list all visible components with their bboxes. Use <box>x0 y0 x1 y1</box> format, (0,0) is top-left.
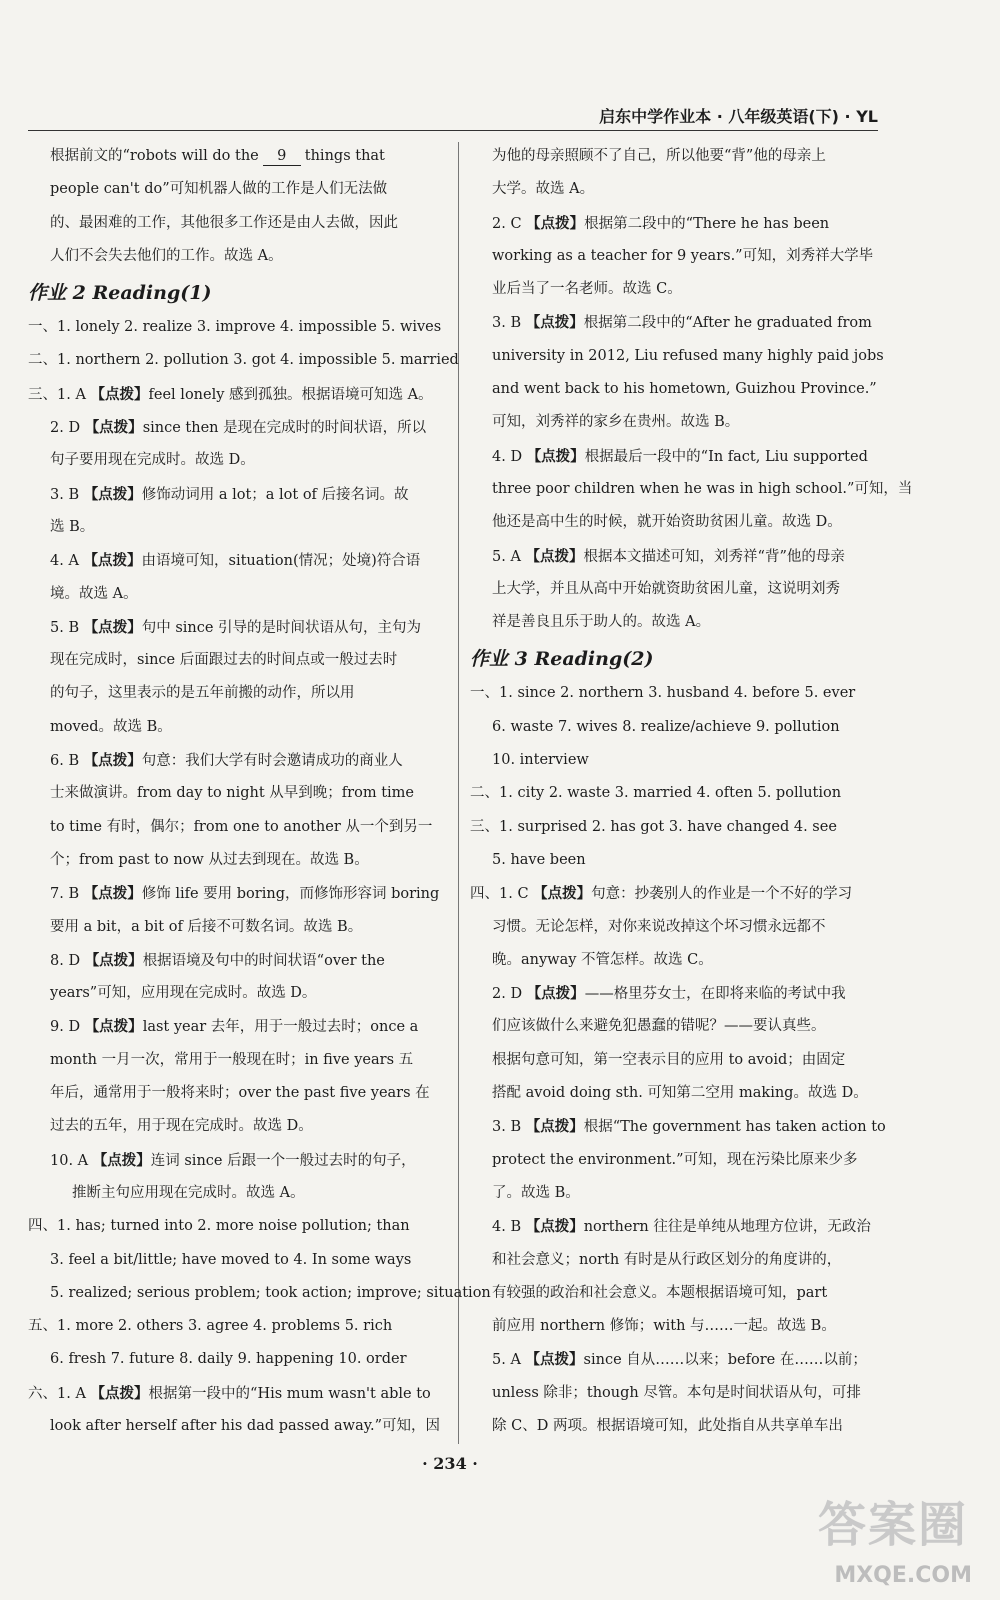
line-text: 要用 a bit，a bit of 后接不可数名词。故选 B。 <box>50 918 363 935</box>
line-text: 5. realized; serious problem; took action; improve; situation <box>50 1284 491 1301</box>
line-text: 6. fresh 7. future 8. daily 9. happening 10. order <box>50 1351 407 1368</box>
text-line <box>28 173 443 206</box>
text-line <box>470 811 878 844</box>
line-text: 过去的五年，用于现在完成时。故选 D。 <box>50 1118 313 1135</box>
text-line <box>470 1110 886 1143</box>
line-text: 选 B。 <box>50 518 95 535</box>
line-text: 三、1. A <box>28 386 91 403</box>
text-line <box>28 944 443 977</box>
text-line <box>470 306 878 339</box>
line-text: 5. B <box>50 619 84 636</box>
line-text: 3. B <box>50 486 84 503</box>
line-text: 3. B <box>492 315 526 332</box>
line-text: 祥是善良且乐于助人的。故选 A。 <box>492 614 711 631</box>
text-line <box>28 578 443 611</box>
line-text: 前应用 northern 修饰；with 与……一起。故选 B。 <box>492 1318 836 1335</box>
line-text: 个；from past to now 从过去到现在。故选 B。 <box>50 851 369 868</box>
text-line <box>470 677 878 710</box>
text-line <box>28 1310 443 1343</box>
hint-tag: 【点拨】 <box>84 419 143 437</box>
text-line <box>28 411 443 444</box>
line-text: university in 2012, Liu refused many highly paid jobs <box>492 347 884 364</box>
line-text-after: northern 往往是单纯从地理方位讲，无政治 <box>583 1219 871 1236</box>
line-text: 士来做演讲。from day to night 从早到晚；from time <box>50 785 414 802</box>
text-line <box>28 1377 443 1410</box>
line-text: 4. B <box>492 1219 526 1236</box>
line-text: 5. A <box>492 1352 526 1369</box>
text-line <box>470 911 878 944</box>
hint-tag: 【点拨】 <box>83 752 142 770</box>
left-column <box>28 140 491 1443</box>
text-line <box>28 140 443 173</box>
answer-blank: 9 <box>263 147 301 166</box>
text-line <box>28 1144 443 1177</box>
text-line <box>28 677 443 710</box>
hint-tag: 【点拨】 <box>525 314 584 332</box>
line-text: 二、1. northern 2. pollution 3. got 4. impossible 5. married <box>28 352 459 369</box>
text-line <box>28 511 443 544</box>
text-line <box>28 977 443 1010</box>
line-text-after: 根据本文描述可知，刘秀祥“背”他的母亲 <box>583 548 845 565</box>
line-text-after: ——格里芬女士，在即将来临的考试中我 <box>584 986 846 1003</box>
watermark <box>812 1492 972 1588</box>
line-text-after: 根据“The government has taken action to <box>583 1119 886 1136</box>
text-line <box>470 1244 878 1277</box>
line-text: 有较强的政治和社会意义。本题根据语境可知，part <box>492 1284 828 1301</box>
text-line <box>470 1410 878 1443</box>
line-text: 2. D <box>50 420 85 437</box>
line-text-after: 由语境可知，situation(情况；处境)符合语 <box>141 553 421 570</box>
line-text: 9. D <box>50 1019 85 1036</box>
line-text: 4. A <box>50 553 84 570</box>
text-line <box>28 844 443 877</box>
line-text: people can't do”可知机器人做的工作是人们无法做 <box>50 181 388 198</box>
text-line <box>470 573 878 606</box>
line-text-after: 修饰动词用 a lot；a lot of 后接名词。故 <box>141 486 409 503</box>
line-text: 的、最困难的工作，其他很多工作还是由人去做，因此 <box>50 214 398 231</box>
line-text: 6. waste 7. wives 8. realize/achieve 9. pollution <box>492 718 840 735</box>
line-text: to time 有时，偶尔；from one to another 从一个到另一 <box>50 818 433 835</box>
text-line <box>28 611 443 644</box>
line-text-after: 根据第一段中的“His mum wasn't able to <box>148 1385 431 1402</box>
text-line <box>470 1044 878 1077</box>
line-text: 5. have been <box>492 851 586 868</box>
line-text: 年后，通常用于一般将来时；over the past five years 在 <box>50 1085 430 1102</box>
text-line <box>28 644 443 677</box>
text-line <box>28 877 443 910</box>
text-line <box>470 711 878 744</box>
line-text: 四、1. C <box>470 886 534 903</box>
text-line <box>470 1177 878 1210</box>
hint-tag: 【点拨】 <box>92 1151 151 1169</box>
text-line <box>470 944 878 977</box>
line-text-after: last year 去年，用于一般过去时；once a <box>142 1019 419 1036</box>
line-text: 2. D <box>492 986 527 1003</box>
line-text: 一、1. since 2. northern 3. husband 4. before 5. ever <box>470 685 856 702</box>
line-text: 2. C <box>492 215 527 232</box>
text-line <box>470 1277 878 1310</box>
text-line <box>470 473 913 506</box>
text-line <box>470 240 878 273</box>
text-line <box>28 1110 443 1143</box>
text-line <box>470 844 878 877</box>
text-line <box>28 744 443 777</box>
line-text: 五、1. more 2. others 3. agree 4. problems 5. rich <box>28 1318 393 1335</box>
text-line <box>470 273 878 306</box>
text-line <box>28 444 443 477</box>
hint-tag: 【点拨】 <box>525 1218 584 1236</box>
hint-tag: 【点拨】 <box>526 447 585 465</box>
line-text: years”可知，应用现在完成时。故选 D。 <box>50 985 317 1002</box>
line-text: 六、1. A <box>28 1385 91 1402</box>
line-text-after: since then 是现在完成时的时间状语，所以 <box>142 420 427 437</box>
hint-tag: 【点拨】 <box>83 885 142 903</box>
text-line <box>28 1277 491 1310</box>
line-text-after: 句中 since 引导的是时间状语从句，主句为 <box>141 619 422 636</box>
line-text-after: 句意：抄袭别人的作业是一个不好的学习 <box>591 886 853 903</box>
line-text: 二、1. city 2. waste 3. married 4. often 5. pollution <box>470 785 842 802</box>
text-line <box>28 1177 443 1210</box>
text-line <box>470 506 878 539</box>
text-line <box>470 373 878 406</box>
text-line <box>470 173 878 206</box>
line-text: 3. B <box>492 1119 526 1136</box>
line-text: moved。故选 B。 <box>50 718 172 735</box>
line-text: 现在完成时，since 后面跟过去的时间点或一般过去时 <box>50 652 398 669</box>
text-line <box>470 744 878 777</box>
text-line <box>470 207 878 240</box>
line-text: 大学。故选 A。 <box>492 181 595 198</box>
line-text: 三、1. surprised 2. has got 3. have changed 4. see <box>470 818 837 835</box>
line-text: unless 除非；though 尽管。本句是时间状语从句，可排 <box>492 1384 861 1401</box>
hint-tag: 【点拨】 <box>525 547 584 565</box>
text-line <box>28 544 443 577</box>
hint-tag: 【点拨】 <box>83 552 142 570</box>
line-text: 四、1. has; turned into 2. more noise pollution; than <box>28 1218 410 1235</box>
line-text: 境。故选 A。 <box>50 585 138 602</box>
line-text: 根据前文的“robots will do the <box>50 148 259 164</box>
text-line <box>28 240 443 273</box>
text-line <box>28 1244 443 1277</box>
column-divider <box>458 142 459 1444</box>
text-line <box>28 1044 443 1077</box>
text-line <box>28 1077 443 1110</box>
text-line <box>470 140 878 173</box>
line-text: 习惯。无论怎样，对你来说改掉这个坏习惯永远都不 <box>492 918 826 935</box>
text-line <box>28 207 443 240</box>
section-heading: 作业 2 Reading(1) <box>28 282 212 305</box>
line-text-after: 根据最后一段中的“In fact, Liu supported <box>584 448 868 465</box>
text-line <box>470 1343 878 1376</box>
hint-tag: 【点拨】 <box>84 951 143 969</box>
line-text-after: 句意：我们大学有时会邀请成功的商业人 <box>141 753 403 770</box>
line-text: 5. A <box>492 548 526 565</box>
header-rule <box>28 130 878 131</box>
text-line <box>28 1410 443 1443</box>
line-text: 8. D <box>50 952 85 969</box>
text-line <box>28 1210 443 1243</box>
line-text: 为他的母亲照顾不了自己，所以他要“背”他的母亲上 <box>492 148 826 164</box>
line-text: 10. A <box>50 1152 93 1169</box>
line-text: 人们不会失去他们的工作。故选 A。 <box>50 247 283 264</box>
line-text: three poor children when he was in high school.”可知，当 <box>492 480 913 497</box>
line-text: and went back to his hometown, Guizhou Province.” <box>492 381 877 398</box>
text-line <box>470 977 878 1010</box>
line-text-after: feel lonely 感到孤独。根据语境可知选 A。 <box>148 386 433 403</box>
text-line <box>28 1343 443 1376</box>
text-line <box>470 440 878 473</box>
watermark-site-text: MXQE.COM <box>834 1563 972 1588</box>
hint-tag: 【点拨】 <box>84 1018 143 1036</box>
line-text: 和社会意义；north 有时是从行政区划分的角度讲的， <box>492 1251 842 1268</box>
line-text: 一、1. lonely 2. realize 3. improve 4. impossible 5. wives <box>28 319 442 336</box>
line-text: 4. D <box>492 448 527 465</box>
line-text: 7. B <box>50 886 84 903</box>
line-text: 业后当了一名老师。故选 C。 <box>492 281 682 298</box>
line-text: 上大学，并且从高中开始就资助贫困儿童，这说明刘秀 <box>492 580 840 597</box>
line-text: 10. interview <box>492 752 589 769</box>
line-text-after: 根据第二段中的“After he graduated from <box>583 315 872 332</box>
line-text-after: 连词 since 后跟一个一般过去时的句子， <box>150 1152 416 1169</box>
hint-tag: 【点拨】 <box>83 485 142 503</box>
line-text-after: things that <box>304 148 385 164</box>
hint-tag: 【点拨】 <box>90 1384 149 1402</box>
text-line <box>470 406 878 439</box>
hint-tag: 【点拨】 <box>526 214 585 232</box>
line-text: 们应该做什么来避免犯愚蠢的错呢？——要认真些。 <box>492 1018 826 1035</box>
line-text: working as a teacher for 9 years.”可知，刘秀祥大学毕 <box>492 247 874 264</box>
text-line <box>470 1377 878 1410</box>
text-line <box>470 1210 878 1243</box>
text-line <box>28 378 443 411</box>
line-text: look after herself after his dad passed away.”可知，因 <box>50 1417 441 1434</box>
text-line <box>470 1144 878 1177</box>
hint-tag: 【点拨】 <box>525 1118 584 1136</box>
text-line <box>28 478 443 511</box>
text-line <box>28 1010 443 1043</box>
hint-tag: 【点拨】 <box>526 985 585 1003</box>
text-line <box>28 811 443 844</box>
line-text: 除 C、D 两项。根据语境可知，此处指自从共享单车出 <box>492 1417 843 1434</box>
text-line <box>28 344 459 377</box>
hint-tag: 【点拨】 <box>525 1351 584 1369</box>
hint-tag: 【点拨】 <box>533 885 592 903</box>
text-line <box>470 340 884 373</box>
line-text: 他还是高中生的时候，就开始资助贫困儿童。故选 D。 <box>492 514 842 531</box>
line-text: 了。故选 B。 <box>492 1184 580 1201</box>
line-text: 搭配 avoid doing sth. 可知第二空用 making。故选 D。 <box>492 1085 868 1102</box>
text-line <box>470 1077 878 1110</box>
text-line <box>470 777 878 810</box>
line-text: 的句子，这里表示的是五年前搬的动作，所以用 <box>50 685 355 702</box>
line-text-after: since 自从……以来；before 在……以前； <box>583 1352 867 1369</box>
line-text: 6. B <box>50 753 84 770</box>
text-line <box>470 1010 878 1043</box>
line-text-after: 修饰 life 要用 boring，而修饰形容词 boring <box>141 886 440 903</box>
text-line <box>28 311 443 344</box>
line-text: 句子要用现在完成时。故选 D。 <box>50 452 255 469</box>
line-text: 根据句意可知，第一空表示目的应用 to avoid；由固定 <box>492 1051 846 1068</box>
line-text: month 一月一次，常用于一般现在时；in five years 五 <box>50 1051 414 1068</box>
text-line <box>28 711 443 744</box>
text-line <box>28 911 443 944</box>
hint-tag: 【点拨】 <box>90 385 149 403</box>
line-text: 晚。anyway 不管怎样。故选 C。 <box>492 951 713 968</box>
text-line <box>470 540 878 573</box>
section-heading: 作业 3 Reading(2) <box>470 648 654 671</box>
line-text-after: 根据语境及句中的时间状语“over the <box>142 952 385 969</box>
line-text: 推断主句应用现在完成时。故选 A。 <box>72 1184 305 1201</box>
line-text-after: 根据第二段中的“There he has been <box>584 215 830 232</box>
line-text: protect the environment.”可知，现在污染比原来少多 <box>492 1151 858 1168</box>
hint-tag: 【点拨】 <box>83 618 142 636</box>
page-header: 启东中学作业本 · 八年级英语(下) · YL <box>599 107 878 126</box>
text-line <box>470 877 878 910</box>
page-number: · 234 · <box>422 1454 478 1473</box>
text-line <box>470 606 878 639</box>
line-text: 3. feel a bit/little; have moved to 4. In some ways <box>50 1251 412 1268</box>
right-column <box>470 140 913 1443</box>
text-line <box>470 1310 878 1343</box>
line-text: 可知，刘秀祥的家乡在贵州。故选 B。 <box>492 414 740 431</box>
text-line <box>28 777 443 810</box>
watermark-logo: 答案圈 <box>817 1497 968 1553</box>
